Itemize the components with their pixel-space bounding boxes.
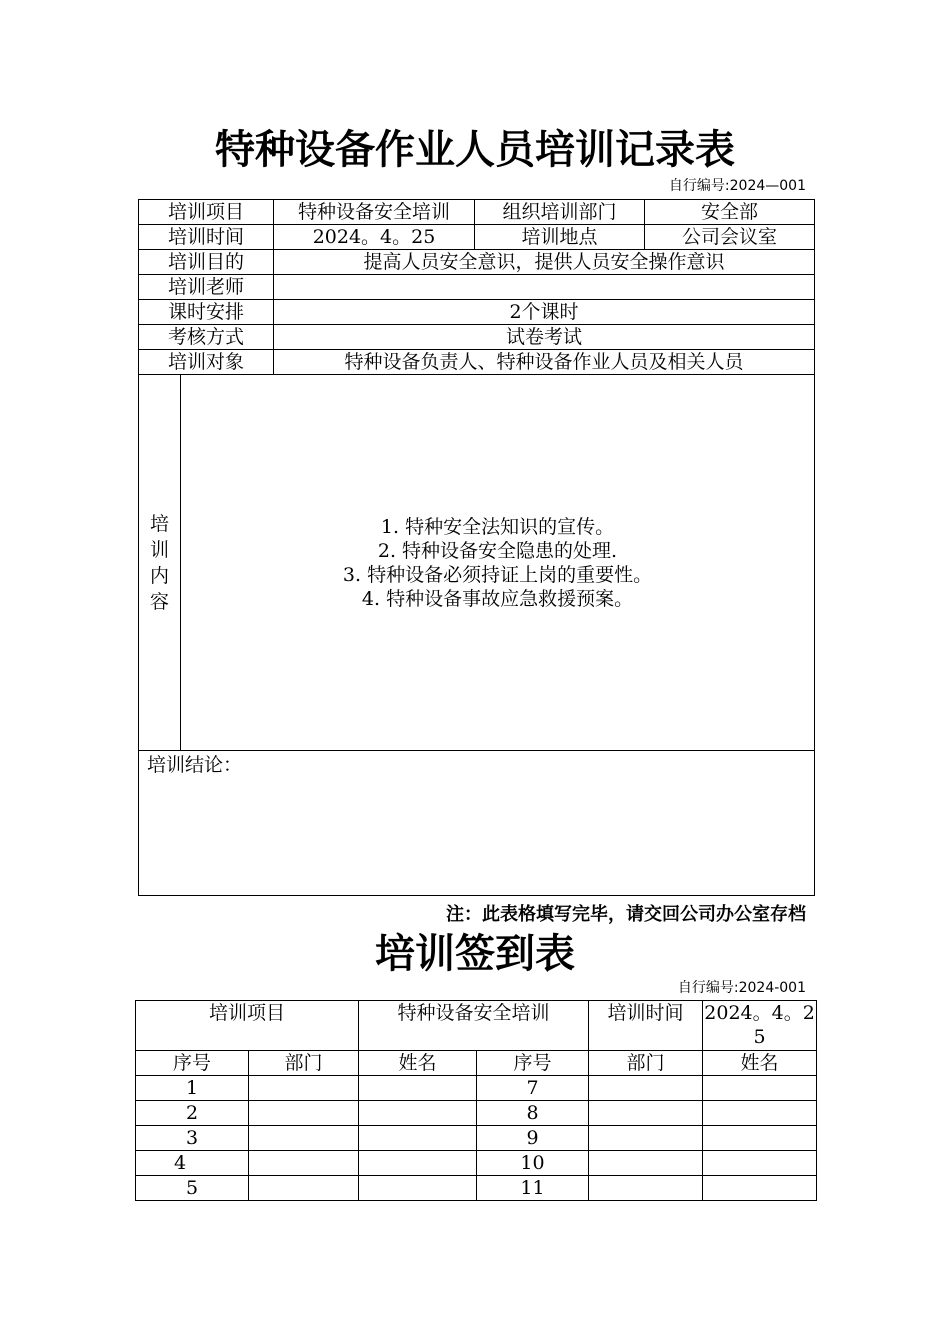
row-no: 4 — [136, 1151, 249, 1176]
hours-value: 2个课时 — [274, 300, 815, 325]
dept-cell[interactable] — [589, 1126, 703, 1151]
dept-cell[interactable] — [249, 1076, 359, 1101]
conclusion-field[interactable]: 培训结论： — [139, 751, 815, 896]
name-cell[interactable] — [703, 1076, 817, 1101]
row-no: 3 — [136, 1126, 249, 1151]
time-value: 2024。4。25 — [274, 225, 475, 250]
header-dept: 部门 — [589, 1051, 703, 1076]
name-cell[interactable] — [359, 1076, 477, 1101]
row-no: 10 — [477, 1151, 589, 1176]
table-row — [136, 1076, 817, 1101]
name-cell[interactable] — [703, 1176, 817, 1201]
table-row — [136, 1176, 817, 1201]
name-cell[interactable] — [703, 1101, 817, 1126]
name-cell[interactable] — [359, 1151, 477, 1176]
dept-cell[interactable] — [249, 1101, 359, 1126]
content-items — [181, 375, 815, 751]
dept-cell[interactable] — [249, 1126, 359, 1151]
signin-project-label: 培训项目 — [136, 1001, 359, 1051]
teacher-value — [274, 275, 815, 300]
header-no: 序号 — [136, 1051, 249, 1076]
header-name: 姓名 — [359, 1051, 477, 1076]
name-cell[interactable] — [703, 1151, 817, 1176]
dept-value: 安全部 — [645, 200, 815, 225]
signin-header-row — [136, 1051, 817, 1076]
project-label: 培训项目 — [139, 200, 274, 225]
content-label: 培 训 内 容 — [139, 375, 181, 751]
row-no: 7 — [477, 1076, 589, 1101]
row-no: 8 — [477, 1101, 589, 1126]
target-value: 特种设备负责人、特种设备作业人员及相关人员 — [274, 350, 815, 375]
dept-cell[interactable] — [589, 1076, 703, 1101]
dept-cell[interactable] — [589, 1101, 703, 1126]
purpose-label: 培训目的 — [139, 250, 274, 275]
dept-cell[interactable] — [589, 1176, 703, 1201]
row-no: 2 — [136, 1101, 249, 1126]
content-item: 4. 特种设备事故应急救援预案。 — [361, 587, 634, 610]
content-item: 2. 特种设备安全隐患的处理. — [377, 539, 618, 562]
record-note: 注：此表格填写完毕，请交回公司办公室存档 — [446, 904, 806, 925]
dept-label: 组织培训部门 — [475, 200, 645, 225]
signin-project-value: 特种设备安全培训 — [359, 1001, 589, 1051]
training-record-table — [138, 199, 815, 896]
table-row — [136, 1101, 817, 1126]
signin-time-value: 2024。4。25 — [703, 1001, 817, 1051]
record-code: 自行编号:2024—001 — [668, 178, 806, 194]
place-label: 培训地点 — [475, 225, 645, 250]
dept-cell[interactable] — [249, 1176, 359, 1201]
signin-title: 培训签到表 — [375, 931, 575, 977]
place-value: 公司会议室 — [645, 225, 815, 250]
signin-table — [135, 1000, 817, 1201]
signin-time-label: 培训时间 — [589, 1001, 703, 1051]
name-cell[interactable] — [359, 1126, 477, 1151]
content-item: 1. 特种安全法知识的宣传。 — [380, 515, 615, 538]
table-row — [136, 1126, 817, 1151]
project-value: 特种设备安全培训 — [274, 200, 475, 225]
row-no: 5 — [136, 1176, 249, 1201]
record-title: 特种设备作业人员培训记录表 — [215, 127, 735, 173]
header-name: 姓名 — [703, 1051, 817, 1076]
exam-label: 考核方式 — [139, 325, 274, 350]
dept-cell[interactable] — [589, 1151, 703, 1176]
name-cell[interactable] — [359, 1101, 477, 1126]
content-item: 3. 特种设备必须持证上岗的重要性。 — [342, 563, 653, 586]
name-cell[interactable] — [359, 1176, 477, 1201]
hours-label: 课时安排 — [139, 300, 274, 325]
dept-cell[interactable] — [249, 1151, 359, 1176]
header-no: 序号 — [477, 1051, 589, 1076]
purpose-value: 提高人员安全意识，提供人员安全操作意识 — [274, 250, 815, 275]
signin-code: 自行编号:2024-001 — [677, 980, 806, 996]
teacher-label: 培训老师 — [139, 275, 274, 300]
row-no: 9 — [477, 1126, 589, 1151]
row-no: 11 — [477, 1176, 589, 1201]
exam-value: 试卷考试 — [274, 325, 815, 350]
header-dept: 部门 — [249, 1051, 359, 1076]
table-row — [136, 1151, 817, 1176]
row-no: 1 — [136, 1076, 249, 1101]
name-cell[interactable] — [703, 1126, 817, 1151]
target-label: 培训对象 — [139, 350, 274, 375]
time-label: 培训时间 — [139, 225, 274, 250]
